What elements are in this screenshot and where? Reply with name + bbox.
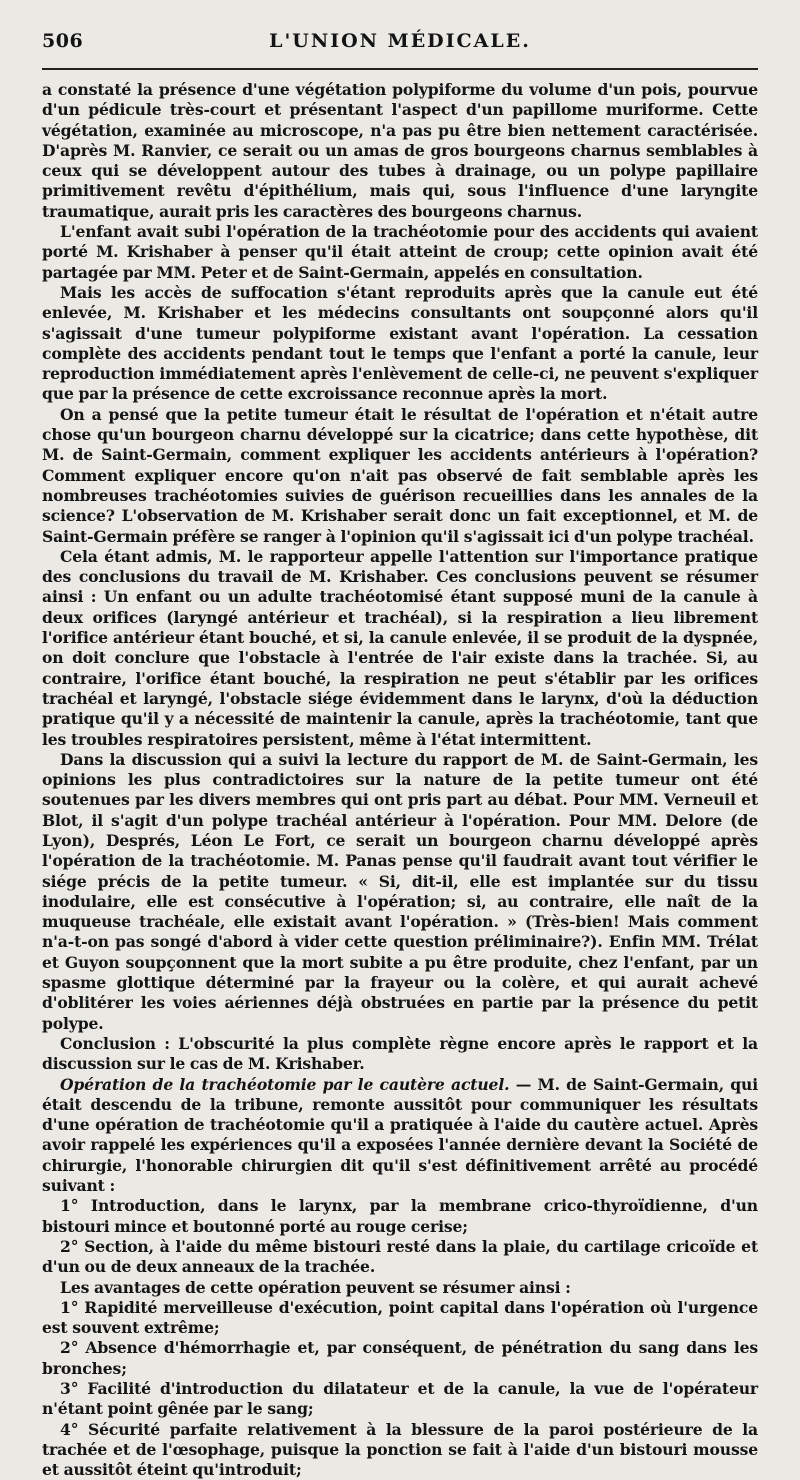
advantage-item: 1° Rapidité merveilleuse d'exécution, point capital dans l'opération où l'urgence est souvent extrême; — [42, 1297, 758, 1338]
paragraph-continued: a constaté la présence d'une végétation polypiforme du volume d'un pois, pourvue d'un pédicule très-court et présentant l'aspect d'un papillome muriforme. Cette végétation, examinée au microscope, n'a pas pu être bien nettement caractérisée. D'après M. Ranvier, ce serait ou un amas de gros bourgeons charnus semblables à ceux qui se développent autour des tubes à drainage, ou un polype papillaire primitivement revêtu d'épithélium, mais qui, sous l'influence d'une laryngite traumatique, aurait pris les caractères des bourgeons charnus. — [42, 80, 758, 221]
procedure-step: 2° Section, à l'aide du même bistouri resté dans la plaie, du cartilage cricoïde et d'un ou de deux anneaux de la trachée. — [42, 1236, 758, 1277]
paragraph: On a pensé que la petite tumeur était le résultat de l'opération et n'était autre chose qu'un bourgeon charnu développé sur la cicatrice; dans cette hypothèse, dit M. de Saint-Germain, comment expliquer les accidents antérieurs à l'opération? Comment expliquer encore qu'on n'ait pas observé de fait semblable après les nombreuses trachéotomies suivies de guérison recueillies dans les annales de la science? L'observation de M. Krishaber serait donc un fait exceptionnel, et M. de Saint-Germain préfère se ranger à l'opinion qu'il s'agissait ici d'un polype trachéal. — [42, 404, 758, 546]
article-body — [42, 80, 758, 1480]
advantage-item: 2° Absence d'hémorrhagie et, par conséquent, de pénétration du sang dans les bronches; — [42, 1338, 758, 1378]
running-head — [42, 28, 758, 56]
paragraph: Mais les accès de suffocation s'étant reproduits après que la canule eut été enlevée, M. Krishaber et les médecins consultants ont soupçonné alors qu'il s'agissait d'une tumeur polypiforme existant avant l'opération. La cessation complète des accidents pendant tout le temps que l'enfant a porté la canule, leur reproduction immédiatement après l'enlèvement de celle-ci, ne peuvent s'expliquer que par la présence de cette excroissance reconnue après la mort. — [42, 282, 758, 404]
section-paragraph — [42, 1075, 758, 1197]
section-title: Opération de la trachéotomie par le cautère actuel. — [60, 1074, 510, 1094]
paragraph: Cela étant admis, M. le rapporteur appelle l'attention sur l'importance pratique des conclusions du travail de M. Krishaber. Ces conclusions peuvent se résumer ainsi : Un enfant ou un adulte trachéotomisé étant supposé muni de la canule à deux orifices (laryngé antérieur et trachéal), si la respiration a lieu librement l'orifice antérieur étant bouché, et si, la canule enlevée, il se produit de la dyspnée, on doit conclure que l'obstacle à l'entrée de l'air existe dans la trachée. Si, au contraire, l'orifice étant bouché, la respiration ne peut s'établir par les orifices trachéal et laryngé, l'obstacle siége évidemment dans le larynx, d'où la déduction pratique qu'il y a nécessité de maintenir la canule, après la trachéotomie, tant que les troubles respiratoires persistent, même à l'état intermittent. — [42, 546, 758, 749]
paragraph: L'enfant avait subi l'opération de la trachéotomie pour des accidents qui avaient porté M. Krishaber à penser qu'il était atteint de croup; cette opinion avait été partagée par MM. Peter et de Saint-Germain, appelés en consultation. — [42, 222, 758, 282]
procedure-step: 1° Introduction, dans le larynx, par la membrane crico-thyroïdienne, d'un bistouri mince et boutonné porté au rouge cerise; — [42, 1196, 758, 1236]
paragraph: Dans la discussion qui a suivi la lecture du rapport de M. de Saint-Germain, les opinions les plus contradictoires sur la nature de la petite tumeur ont été soutenues par les divers membres qui ont pris part au débat. Pour MM. Verneuil et Blot, il s'agit d'un polype trachéal antérieur à l'opération. Pour MM. Delore (de Lyon), Després, Léon Le Fort, ce serait un bourgeon charnu développé après l'opération de la trachéotomie. M. Panas pense qu'il faudrait avant tout vérifier le siége précis de la petite tumeur. « Si, dit-il, elle est implantée sur du tissu inodulaire, elle est consécutive à l'opération; si, au contraire, elle naît de la muqueuse trachéale, elle existait avant l'opération. » (Très-bien! Mais comment n'a-t-on pas songé d'abord à vider cette question préliminaire?). Enfin MM. Trélat et Guyon soupçonnent que la mort subite a pu être produite, chez l'enfant, par un spasme glottique déterminé par la frayeur ou la colère, et qui aurait achevé d'oblitérer les voies aériennes déjà obstruées en partie par la présence du petit polype. — [42, 749, 758, 1033]
page-number: 506 — [42, 30, 84, 52]
header-rule — [42, 68, 758, 70]
conclusion-paragraph: Conclusion : L'obscurité la plus complète règne encore après le rapport et la discussion sur le cas de M. Krishaber. — [42, 1033, 758, 1074]
section-text: — M. de Saint-Germain, qui était descendu de la tribune, remonte aussitôt pour communiquer les résultats d'une opération de trachéotomie qu'il a pratiquée à l'aide du cautère actuel. Après avoir rappelé les expériences qu'il a exposées l'année dernière devant la Société de chirurgie, l'honorable chirurgien dit qu'il s'est définitivement arrêté au procédé suivant : — [42, 1074, 759, 1196]
advantage-item: 3° Facilité d'introduction du dilatateur et de la canule, la vue de l'opérateur n'étant point gênée par le sang; — [42, 1379, 758, 1419]
journal-title: L'UNION MÉDICALE. — [269, 30, 531, 52]
advantages-intro: Les avantages de cette opération peuvent se résumer ainsi : — [60, 1277, 571, 1297]
advantage-item: 4° Sécurité parfaite relativement à la blessure de la paroi postérieure de la trachée et de l'œsophage, puisque la ponction se fait à l'aide d'un bistouri mousse et aussitôt éteint qu'introduit; — [42, 1419, 758, 1480]
